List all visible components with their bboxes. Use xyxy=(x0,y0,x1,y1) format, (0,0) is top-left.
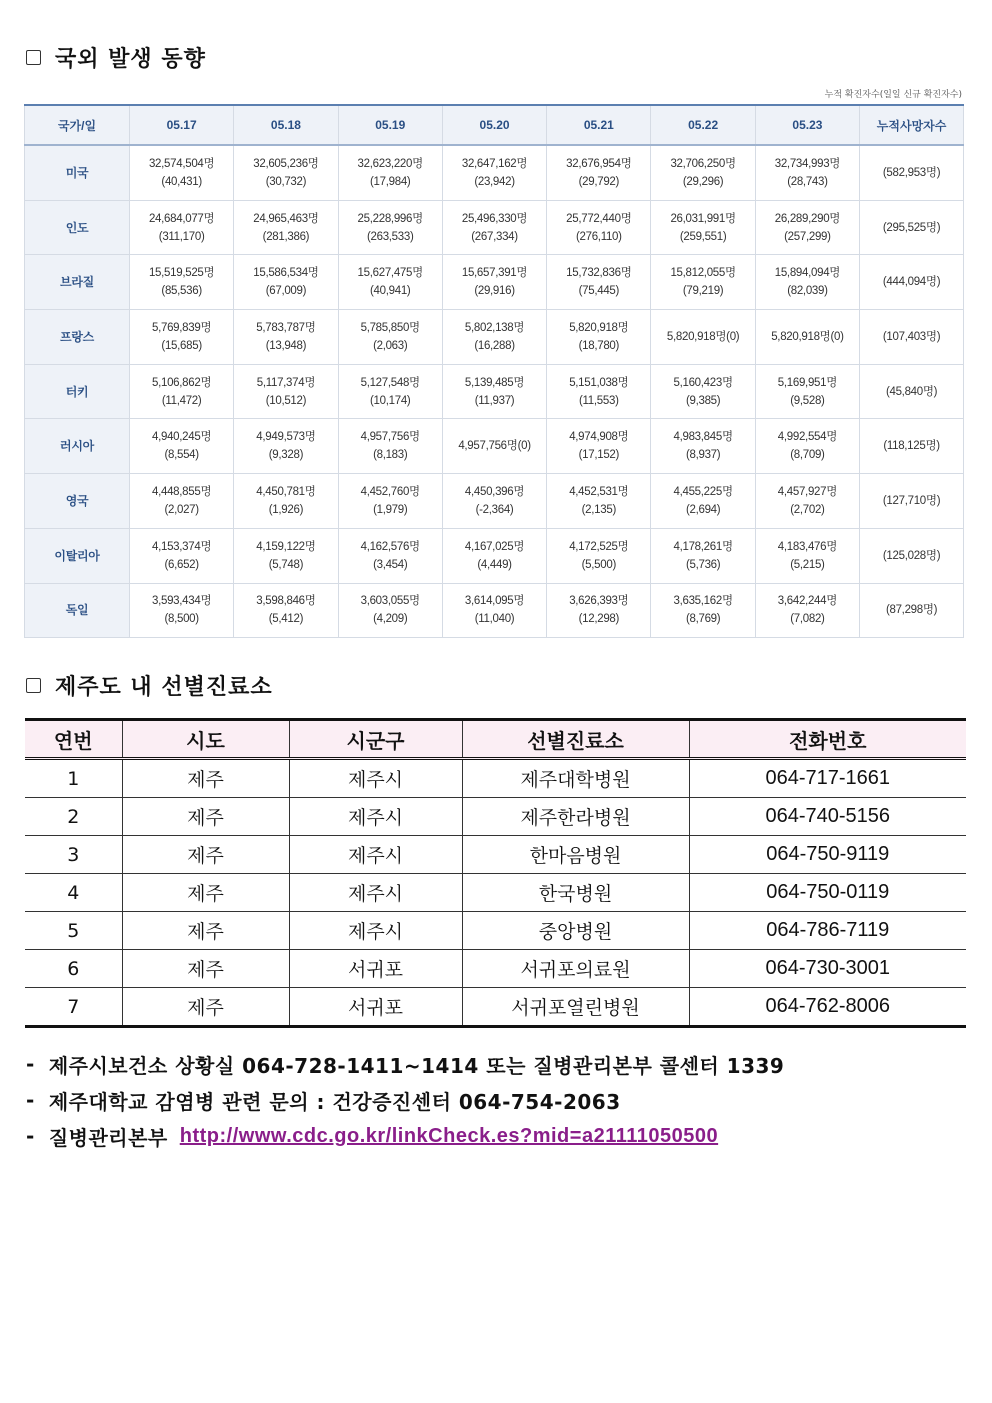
contact-line-2: - 제주대학교 감염병 관련 문의 : 건강증진센터 064-754-2063 xyxy=(26,1088,621,1114)
cumulative-cases: 26,289,290명 xyxy=(774,212,841,225)
cumulative-cases: 4,992,554명 xyxy=(777,431,838,444)
phone-number: 064-717-1661 xyxy=(689,759,966,798)
new-cases: (40,941) xyxy=(370,285,411,298)
cumulative-deaths: (295,525명) xyxy=(860,200,964,255)
cumulative-cases: 5,160,423명 xyxy=(673,376,733,389)
city: 서귀포 xyxy=(289,988,462,1027)
cumulative-cases: 4,455,225명 xyxy=(673,485,733,498)
case-cell xyxy=(130,255,234,310)
cumulative-cases: 3,603,055명 xyxy=(360,595,420,608)
case-cell xyxy=(755,310,859,365)
table-row xyxy=(25,583,964,638)
row-number: 7 xyxy=(25,988,122,1027)
case-cell xyxy=(651,200,755,255)
case-cell xyxy=(130,583,234,638)
case-cell xyxy=(338,255,442,310)
new-cases: (7,082) xyxy=(790,613,825,626)
contact-line-3: - 질병관리본부 http://www.cdc.go.kr/linkCheck.es?mid=a21111050500 xyxy=(26,1124,719,1150)
new-cases: (67,009) xyxy=(265,285,307,298)
cumulative-cases: 25,228,996명 xyxy=(357,212,423,225)
new-cases: (11,937) xyxy=(474,394,515,407)
case-cell xyxy=(234,583,338,638)
new-cases: (8,937) xyxy=(685,449,721,462)
new-cases: (12,298) xyxy=(578,613,620,626)
cumulative-cases: 24,965,463명 xyxy=(253,212,319,225)
column-header: 시군구 xyxy=(289,720,462,759)
table-row xyxy=(25,759,966,798)
section-title-intl xyxy=(26,42,206,73)
column-header: 05.20 xyxy=(442,105,546,145)
case-cell xyxy=(442,145,546,200)
section-title-text: 제주도 내 선별진료소 xyxy=(55,675,273,700)
province: 제주 xyxy=(122,950,289,988)
row-number: 3 xyxy=(25,836,122,874)
new-cases: (6,652) xyxy=(164,558,199,571)
clinic-name: 제주한라병원 xyxy=(462,798,689,836)
cumulative-cases: 4,452,760명 xyxy=(360,485,420,498)
contact-line-1: - 제주시보건소 상황실 064-728-1411~1414 또는 질병관리본부 콜센터 1339 xyxy=(26,1052,785,1078)
cumulative-cases: 3,593,434명 xyxy=(152,595,212,608)
cumulative-cases: 5,151,038명 xyxy=(569,376,629,389)
cumulative-cases: 5,820,918명 xyxy=(569,321,629,334)
case-cell xyxy=(651,364,755,419)
table-row xyxy=(25,874,966,912)
new-cases: (4,449) xyxy=(477,558,512,571)
case-cell xyxy=(442,583,546,638)
column-header: 시도 xyxy=(122,720,289,759)
case-cell xyxy=(234,145,338,200)
table-row xyxy=(25,145,964,200)
cumulative-cases: 5,169,951명 xyxy=(777,376,838,389)
column-header: 누적사망자수 xyxy=(860,105,964,145)
table-header-row xyxy=(25,720,966,759)
new-cases: (29,296) xyxy=(682,175,724,188)
new-cases: (11,040) xyxy=(474,613,515,626)
case-cell xyxy=(755,145,859,200)
case-cell xyxy=(651,419,755,474)
cumulative-cases: 4,448,855명 xyxy=(152,485,212,498)
case-cell xyxy=(547,419,651,474)
case-cell xyxy=(130,364,234,419)
country-name: 인도 xyxy=(25,200,130,255)
case-cell xyxy=(338,200,442,255)
column-header: 05.17 xyxy=(130,105,234,145)
case-cell xyxy=(130,474,234,529)
cumulative-cases: 15,657,391명 xyxy=(461,267,528,280)
clinic-name: 서귀포의료원 xyxy=(462,950,689,988)
new-cases: (29,792) xyxy=(578,175,620,188)
cumulative-cases: 32,605,236명 xyxy=(253,157,319,170)
city: 제주시 xyxy=(289,798,462,836)
case-cell xyxy=(130,310,234,365)
case-cell xyxy=(651,528,755,583)
column-header: 05.21 xyxy=(547,105,651,145)
case-cell xyxy=(442,200,546,255)
phone-number: 064-786-7119 xyxy=(689,912,966,950)
case-cell xyxy=(755,528,859,583)
case-cell xyxy=(234,419,338,474)
phone-number: 064-750-0119 xyxy=(689,874,966,912)
case-cell xyxy=(338,310,442,365)
cumulative-deaths: (127,710명) xyxy=(860,474,964,529)
cumulative-cases: 3,626,393명 xyxy=(569,595,629,608)
case-cell xyxy=(130,200,234,255)
row-number: 4 xyxy=(25,874,122,912)
cumulative-cases: 3,635,162명 xyxy=(673,595,733,608)
country-name: 영국 xyxy=(25,474,130,529)
new-cases: (281,386) xyxy=(262,230,310,243)
new-cases: (5,500) xyxy=(581,558,616,571)
cumulative-cases: 3,598,846명 xyxy=(256,595,316,608)
case-cell xyxy=(547,583,651,638)
country-name: 미국 xyxy=(25,145,130,200)
new-cases: (8,554) xyxy=(164,449,199,462)
table-row xyxy=(25,310,964,365)
table-row xyxy=(25,255,964,310)
phone-number: 064-730-3001 xyxy=(689,950,966,988)
new-cases: (5,215) xyxy=(790,558,825,571)
cumulative-cases: 5,783,787명 xyxy=(256,321,316,334)
cumulative-cases: 3,614,095명 xyxy=(464,595,525,608)
table-row xyxy=(25,419,964,474)
intl-cases-table xyxy=(24,104,964,638)
case-cell xyxy=(442,419,546,474)
column-header: 선별진료소 xyxy=(462,720,689,759)
case-cell xyxy=(130,528,234,583)
new-cases: (1,926) xyxy=(268,503,304,516)
new-cases: (263,533) xyxy=(366,230,414,243)
cumulative-cases: 32,623,220명 xyxy=(357,157,423,170)
case-cell xyxy=(234,364,338,419)
cumulative-cases: 4,162,576명 xyxy=(360,540,420,553)
cumulative-cases: 15,586,534명 xyxy=(253,267,319,280)
cumulative-cases: 4,450,396명 xyxy=(464,485,525,498)
cumulative-cases: 15,812,055명 xyxy=(670,267,736,280)
city: 제주시 xyxy=(289,874,462,912)
new-cases: (1,979) xyxy=(373,503,408,516)
new-cases: (257,299) xyxy=(784,230,831,243)
case-cell xyxy=(755,364,859,419)
case-cell xyxy=(130,145,234,200)
new-cases: (5,412) xyxy=(268,613,304,626)
section-title-jeju xyxy=(26,670,273,701)
cumulative-cases: 24,684,077명 xyxy=(148,212,215,225)
case-cell xyxy=(442,528,546,583)
column-header: 05.19 xyxy=(338,105,442,145)
case-cell xyxy=(547,474,651,529)
new-cases: (10,512) xyxy=(265,394,307,407)
new-cases: (2,694) xyxy=(685,503,721,516)
cumulative-cases: 15,732,836명 xyxy=(566,267,632,280)
new-cases: (2,135) xyxy=(581,503,616,516)
table-row xyxy=(25,836,966,874)
cumulative-cases: 25,772,440명 xyxy=(566,212,632,225)
cumulative-deaths: (87,298명) xyxy=(860,583,964,638)
case-cell xyxy=(442,364,546,419)
cumulative-cases: 4,452,531명 xyxy=(569,485,629,498)
new-cases: (9,528) xyxy=(790,394,825,407)
new-cases: (18,780) xyxy=(578,339,620,352)
new-cases: (2,702) xyxy=(790,503,825,516)
row-number: 5 xyxy=(25,912,122,950)
case-cell xyxy=(651,474,755,529)
case-cell xyxy=(755,255,859,310)
new-cases: (4,209) xyxy=(373,613,408,626)
cumulative-cases: 4,949,573명 xyxy=(256,431,316,444)
case-cell xyxy=(651,255,755,310)
table-row xyxy=(25,798,966,836)
row-number: 6 xyxy=(25,950,122,988)
cumulative-cases: 4,957,756명(0) xyxy=(458,440,531,453)
cdc-link[interactable]: http://www.cdc.go.kr/linkCheck.es?mid=a21111050500 xyxy=(179,1124,719,1147)
province: 제주 xyxy=(122,912,289,950)
cumulative-cases: 4,153,374명 xyxy=(152,540,212,553)
table-note: 누적 확진자수(일일 신규 확진자수) xyxy=(824,90,962,100)
country-name: 터키 xyxy=(25,364,130,419)
province: 제주 xyxy=(122,874,289,912)
new-cases: (311,170) xyxy=(158,230,205,243)
cumulative-cases: 3,642,244명 xyxy=(777,595,838,608)
new-cases: (259,551) xyxy=(679,230,727,243)
cumulative-cases: 32,676,954명 xyxy=(566,157,632,170)
table-row xyxy=(25,950,966,988)
new-cases: (9,328) xyxy=(268,449,304,462)
case-cell xyxy=(338,364,442,419)
cumulative-cases: 32,734,993명 xyxy=(774,157,841,170)
cumulative-cases: 4,957,756명 xyxy=(360,431,420,444)
case-cell xyxy=(130,419,234,474)
cumulative-deaths: (125,028명) xyxy=(860,528,964,583)
cumulative-cases: 25,496,330명 xyxy=(461,212,528,225)
row-number: 1 xyxy=(25,759,122,798)
column-header: 05.23 xyxy=(755,105,859,145)
new-cases: (16,288) xyxy=(474,339,515,352)
cumulative-cases: 32,706,250명 xyxy=(670,157,736,170)
cumulative-cases: 15,894,094명 xyxy=(774,267,841,280)
cumulative-cases: 32,647,162명 xyxy=(461,157,528,170)
cumulative-cases: 4,172,525명 xyxy=(569,540,629,553)
case-cell xyxy=(547,255,651,310)
country-name: 독일 xyxy=(25,583,130,638)
cumulative-cases: 4,450,781명 xyxy=(256,485,316,498)
new-cases: (8,500) xyxy=(164,613,199,626)
province: 제주 xyxy=(122,798,289,836)
case-cell xyxy=(547,528,651,583)
case-cell xyxy=(442,474,546,529)
new-cases: (23,942) xyxy=(474,175,515,188)
new-cases: (3,454) xyxy=(373,558,408,571)
cumulative-cases: 5,785,850명 xyxy=(360,321,420,334)
case-cell xyxy=(338,528,442,583)
cumulative-cases: 32,574,504명 xyxy=(148,157,215,170)
case-cell xyxy=(651,145,755,200)
province: 제주 xyxy=(122,988,289,1027)
cumulative-deaths: (107,403명) xyxy=(860,310,964,365)
country-name: 프랑스 xyxy=(25,310,130,365)
cumulative-cases: 4,183,476명 xyxy=(777,540,838,553)
clinic-name: 한마음병원 xyxy=(462,836,689,874)
cumulative-cases: 5,802,138명 xyxy=(464,321,525,334)
cumulative-cases: 4,940,245명 xyxy=(152,431,212,444)
new-cases: (2,027) xyxy=(164,503,199,516)
contact-info xyxy=(26,1046,784,1154)
new-cases: (85,536) xyxy=(161,285,202,298)
cumulative-cases: 15,519,525명 xyxy=(148,267,215,280)
row-number: 2 xyxy=(25,798,122,836)
table-row xyxy=(25,364,964,419)
case-cell xyxy=(234,200,338,255)
new-cases: (30,732) xyxy=(265,175,307,188)
new-cases: (10,174) xyxy=(370,394,411,407)
case-cell xyxy=(651,583,755,638)
clinic-name: 한국병원 xyxy=(462,874,689,912)
case-cell xyxy=(234,255,338,310)
new-cases: (5,736) xyxy=(685,558,721,571)
new-cases: (75,445) xyxy=(578,285,620,298)
case-cell xyxy=(234,474,338,529)
case-cell xyxy=(338,583,442,638)
cumulative-cases: 4,178,261명 xyxy=(673,540,733,553)
table-row xyxy=(25,200,964,255)
country-name: 러시아 xyxy=(25,419,130,474)
checkbox-icon xyxy=(26,678,41,693)
new-cases: (13,948) xyxy=(265,339,307,352)
column-header: 연번 xyxy=(25,720,122,759)
section-title-text: 국외 발생 동향 xyxy=(55,47,206,72)
new-cases: (29,916) xyxy=(474,285,515,298)
cumulative-cases: 5,820,918명(0) xyxy=(666,330,740,343)
new-cases: (82,039) xyxy=(787,285,828,298)
cumulative-cases: 26,031,991명 xyxy=(670,212,736,225)
clinic-name: 중앙병원 xyxy=(462,912,689,950)
table-header-row xyxy=(25,105,964,145)
new-cases: (2,063) xyxy=(373,339,408,352)
cumulative-cases: 5,139,485명 xyxy=(464,376,525,389)
column-header: 05.22 xyxy=(651,105,755,145)
city: 제주시 xyxy=(289,836,462,874)
new-cases: (17,152) xyxy=(578,449,620,462)
province: 제주 xyxy=(122,836,289,874)
table-row xyxy=(25,474,964,529)
table-row xyxy=(25,912,966,950)
new-cases: (276,110) xyxy=(575,230,622,243)
city: 제주시 xyxy=(289,912,462,950)
case-cell xyxy=(651,310,755,365)
cumulative-cases: 4,983,845명 xyxy=(673,431,733,444)
cumulative-deaths: (444,094명) xyxy=(860,255,964,310)
cumulative-deaths: (582,953명) xyxy=(860,145,964,200)
new-cases: (17,984) xyxy=(370,175,411,188)
case-cell xyxy=(338,419,442,474)
new-cases: (5,748) xyxy=(268,558,304,571)
column-header: 05.18 xyxy=(234,105,338,145)
cumulative-cases: 5,106,862명 xyxy=(152,376,212,389)
checkbox-icon xyxy=(26,50,41,65)
new-cases: (9,385) xyxy=(685,394,721,407)
case-cell xyxy=(338,474,442,529)
column-header: 전화번호 xyxy=(689,720,966,759)
table-row xyxy=(25,528,964,583)
country-name: 브라질 xyxy=(25,255,130,310)
case-cell xyxy=(755,419,859,474)
new-cases: (11,553) xyxy=(579,394,619,407)
case-cell xyxy=(547,145,651,200)
clinic-name: 제주대학병원 xyxy=(462,759,689,798)
new-cases: (11,472) xyxy=(161,394,202,407)
table-row xyxy=(25,988,966,1027)
case-cell xyxy=(755,200,859,255)
city: 서귀포 xyxy=(289,950,462,988)
case-cell xyxy=(234,310,338,365)
new-cases: (15,685) xyxy=(161,339,202,352)
phone-number: 064-750-9119 xyxy=(689,836,966,874)
new-cases: (267,334) xyxy=(471,230,518,243)
case-cell xyxy=(547,364,651,419)
cumulative-cases: 4,457,927명 xyxy=(777,485,838,498)
new-cases: (79,219) xyxy=(682,285,724,298)
new-cases: (40,431) xyxy=(161,175,202,188)
case-cell xyxy=(547,310,651,365)
screening-clinic-table xyxy=(25,718,966,1028)
column-header: 국가/일 xyxy=(25,105,130,145)
case-cell xyxy=(442,310,546,365)
cumulative-cases: 5,769,839명 xyxy=(152,321,212,334)
cumulative-deaths: (45,840명) xyxy=(860,364,964,419)
new-cases: (28,743) xyxy=(787,175,828,188)
clinic-name: 서귀포열린병원 xyxy=(462,988,689,1027)
case-cell xyxy=(547,200,651,255)
cumulative-cases: 4,974,908명 xyxy=(569,431,629,444)
case-cell xyxy=(442,255,546,310)
cumulative-cases: 5,127,548명 xyxy=(360,376,420,389)
case-cell xyxy=(338,145,442,200)
cumulative-cases: 15,627,475명 xyxy=(357,267,423,280)
country-name: 이탈리아 xyxy=(25,528,130,583)
new-cases: (8,709) xyxy=(790,449,825,462)
cumulative-cases: 4,159,122명 xyxy=(256,540,316,553)
new-cases: (8,183) xyxy=(373,449,408,462)
case-cell xyxy=(755,474,859,529)
case-cell xyxy=(234,528,338,583)
new-cases: (8,769) xyxy=(685,613,721,626)
cumulative-cases: 4,167,025명 xyxy=(464,540,525,553)
new-cases: (-2,364) xyxy=(475,503,514,516)
city: 제주시 xyxy=(289,759,462,798)
phone-number: 064-740-5156 xyxy=(689,798,966,836)
province: 제주 xyxy=(122,759,289,798)
cumulative-deaths: (118,125명) xyxy=(860,419,964,474)
phone-number: 064-762-8006 xyxy=(689,988,966,1027)
case-cell xyxy=(755,583,859,638)
cumulative-cases: 5,117,374명 xyxy=(256,376,316,389)
cumulative-cases: 5,820,918명(0) xyxy=(771,330,844,343)
